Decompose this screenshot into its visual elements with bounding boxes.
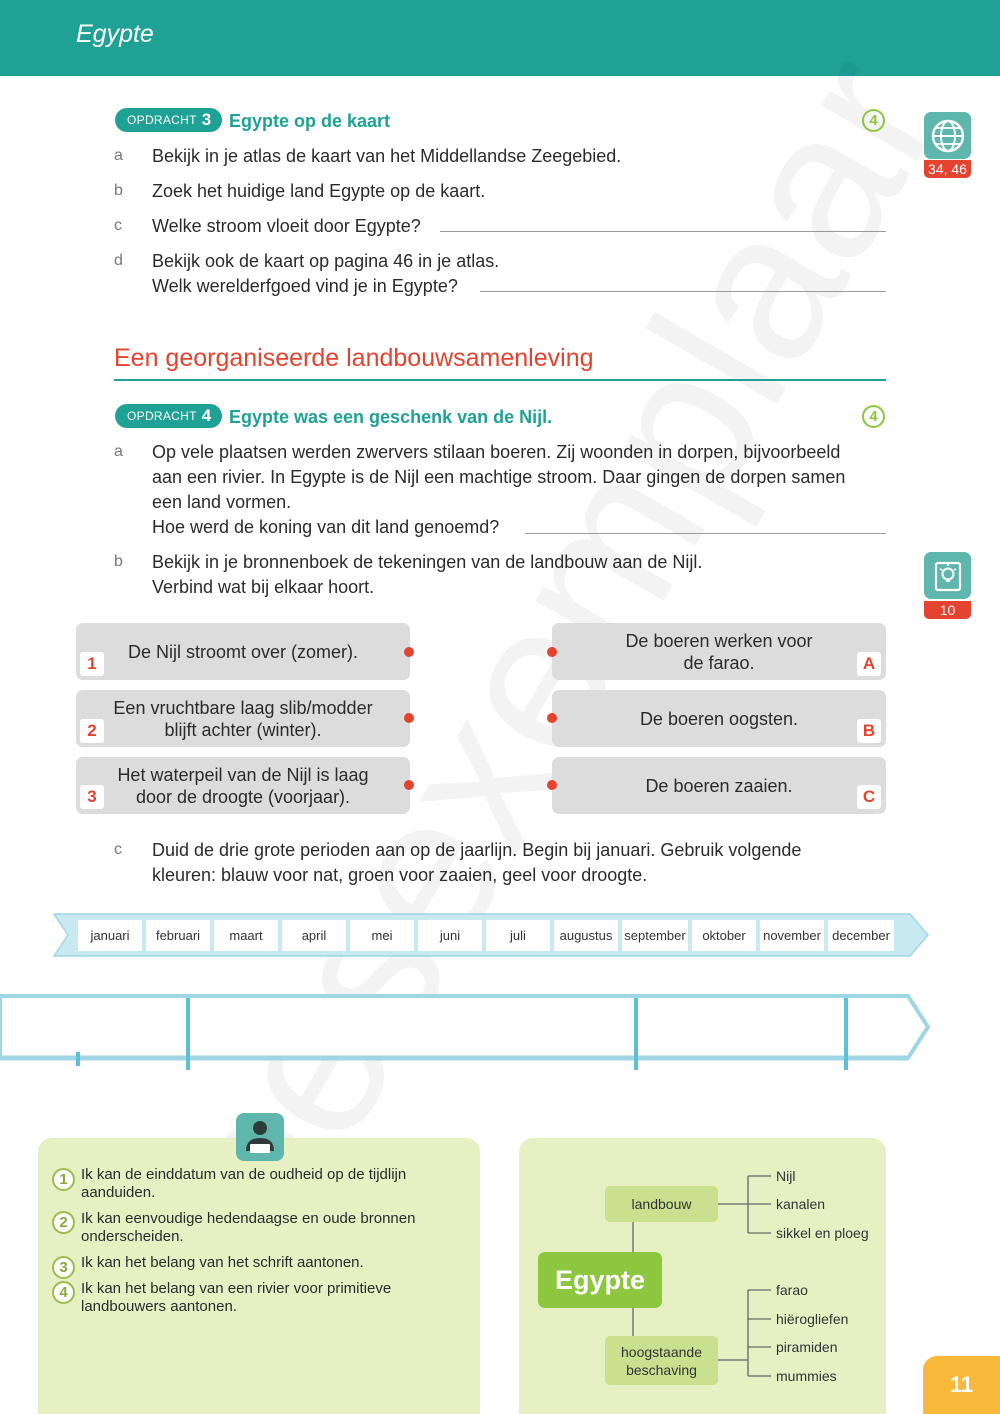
goal-text: Ik kan het belang van het schrift aantonen.: [81, 1254, 364, 1271]
chapter-title: Egypte: [76, 20, 154, 48]
goal-text: landbouwers aantonen.: [81, 1298, 237, 1315]
match-text: blijft achter (winter).: [164, 719, 322, 740]
mindmap-leaf: sikkel en ploeg: [776, 1225, 869, 1241]
mindmap-branch-beschaving: [605, 1336, 718, 1385]
connect-dot[interactable]: [404, 647, 414, 657]
opdracht-number: 3: [201, 110, 212, 129]
match-letter: B: [857, 719, 881, 743]
goal-text: aanduiden.: [81, 1184, 156, 1201]
mindmap-center: Egypte: [538, 1252, 662, 1308]
atlas-page-tag: 34, 46: [924, 160, 971, 178]
question-text: kleuren: blauw voor nat, groen voor zaaien, geel voor droogte.: [152, 865, 648, 885]
opdracht-4-title: Egypte was een geschenk van de Nijl.: [229, 407, 553, 427]
match-item-left[interactable]: [76, 757, 410, 814]
goal-number: 3: [52, 1256, 75, 1279]
mindmap-leaf: kanalen: [776, 1196, 826, 1212]
match-item-left[interactable]: [76, 690, 410, 747]
item-letter: b: [114, 553, 123, 570]
match-item-right[interactable]: [552, 757, 886, 814]
mindmap-leaf: piramiden: [776, 1339, 838, 1355]
match-letter: A: [857, 652, 881, 676]
mindmap-branch-landbouw: landbouw: [605, 1186, 718, 1222]
connect-dot[interactable]: [547, 647, 557, 657]
page-number: 11: [923, 1356, 1000, 1414]
match-number: 3: [80, 785, 104, 809]
month-cell: juli: [486, 920, 550, 951]
opdracht-number: 4: [201, 406, 212, 425]
question-text: Welke stroom vloeit door Egypte?: [152, 216, 421, 236]
question-text: aan een rivier. In Egypte is de Nijl een machtige stroom. Daar gingen de dorpen samen: [152, 467, 846, 487]
match-text: De boeren zaaien.: [645, 775, 793, 796]
question-text: Bekijk ook de kaart op pagina 46 in je atlas.: [152, 251, 500, 271]
question-text: Bekijk in je bronnenboek de tekeningen van de landbouw aan de Nijl.: [152, 552, 703, 572]
atlas-globe-icon: [924, 112, 971, 159]
month-cell: mei: [350, 920, 414, 951]
mindmap-branch-text: beschaving: [626, 1361, 697, 1378]
match-item-right[interactable]: [552, 690, 886, 747]
month-cell: november: [760, 920, 824, 951]
item-letter: a: [114, 443, 123, 460]
mindmap-leaf: mummies: [776, 1368, 837, 1384]
match-text: Een vruchtbare laag slib/modder: [113, 697, 373, 718]
match-text: de farao.: [683, 652, 755, 673]
item-letter: d: [114, 252, 123, 269]
mindmap-branch-text: hoogstaande: [621, 1343, 702, 1360]
goal-number: 4: [52, 1281, 75, 1304]
connect-dot[interactable]: [547, 713, 557, 723]
section-divider: [114, 379, 886, 381]
difficulty-level-badge: 4: [862, 109, 885, 132]
match-item-left[interactable]: [76, 623, 410, 680]
answer-line[interactable]: [480, 291, 886, 292]
opdracht-4-badge: [115, 404, 222, 428]
goal-number: 1: [52, 1168, 75, 1191]
connect-dot[interactable]: [404, 780, 414, 790]
question-text: Duid de drie grote perioden aan op de jaarlijn. Begin bij januari. Gebruik volgende: [152, 840, 802, 860]
item-letter: c: [114, 217, 122, 234]
match-text: De boeren oogsten.: [639, 708, 799, 729]
connect-dot[interactable]: [404, 713, 414, 723]
opdracht-label: OPDRACHT: [127, 113, 197, 127]
source-book-icon: [924, 552, 971, 599]
connect-dot[interactable]: [547, 780, 557, 790]
match-item-right[interactable]: [552, 623, 886, 680]
mindmap-leaf: farao: [776, 1282, 808, 1298]
item-letter: b: [114, 182, 123, 199]
source-page-tag: 10: [924, 601, 971, 619]
month-cell: februari: [146, 920, 210, 951]
question-text: Op vele plaatsen werden zwervers stilaan boeren. Zij woonden in dorpen, bijvoorbeeld: [152, 442, 841, 462]
month-cell: juni: [418, 920, 482, 951]
goal-text: Ik kan eenvoudige hedendaagse en oude bronnen: [81, 1210, 416, 1227]
goal-text: Ik kan het belang van een rivier voor primitieve: [81, 1280, 392, 1297]
month-cell: april: [282, 920, 346, 951]
match-text: Het waterpeil van de Nijl is laag: [117, 764, 369, 785]
goal-text: Ik kan de einddatum van de oudheid op de tijdlijn: [81, 1166, 407, 1183]
question-text: Bekijk in je atlas de kaart van het Middellandse Zeegebied.: [152, 146, 622, 166]
year-timeline[interactable]: [0, 990, 1000, 1080]
match-number: 2: [80, 719, 104, 743]
match-text: De Nijl stroomt over (zomer).: [127, 641, 359, 662]
opdracht-3-badge: [115, 108, 222, 132]
opdracht-3-title: Egypte op de kaart: [229, 111, 391, 131]
question-text: Hoe werd de koning van dit land genoemd?: [152, 517, 500, 537]
month-cell: januari: [78, 920, 142, 951]
mindmap-leaf: Nijl: [776, 1168, 796, 1184]
difficulty-level-badge: 4: [862, 405, 885, 428]
match-number: 1: [80, 652, 104, 676]
match-text: door de droogte (voorjaar).: [135, 786, 351, 807]
goal-number: 2: [52, 1211, 75, 1234]
month-cell: september: [622, 920, 688, 951]
lightbulb-book-icon: [930, 558, 966, 594]
section-title: Een georganiseerde landbouwsamenleving: [114, 344, 594, 372]
month-cell: augustus: [554, 920, 618, 951]
globe-icon: [930, 118, 966, 154]
answer-line[interactable]: [440, 231, 886, 232]
answer-line[interactable]: [525, 533, 886, 534]
mindmap-leaf: hiërogliefen: [776, 1311, 849, 1327]
question-text: Welk werelderfgoed vind je in Egypte?: [152, 276, 458, 296]
item-letter: c: [114, 841, 122, 858]
question-text: Verbind wat bij elkaar hoort.: [152, 577, 375, 597]
item-letter: a: [114, 147, 123, 164]
goal-text: onderscheiden.: [81, 1228, 184, 1245]
opdracht-label: OPDRACHT: [127, 409, 197, 423]
month-cell: maart: [214, 920, 278, 951]
month-cell: oktober: [692, 920, 756, 951]
match-text: De boeren werken voor: [625, 630, 813, 651]
month-cell: december: [828, 920, 894, 951]
student-laptop-icon: [236, 1113, 284, 1161]
question-text: Zoek het huidige land Egypte op de kaart.: [152, 181, 486, 201]
question-text: een land vormen.: [152, 492, 292, 512]
match-letter: C: [857, 785, 881, 809]
